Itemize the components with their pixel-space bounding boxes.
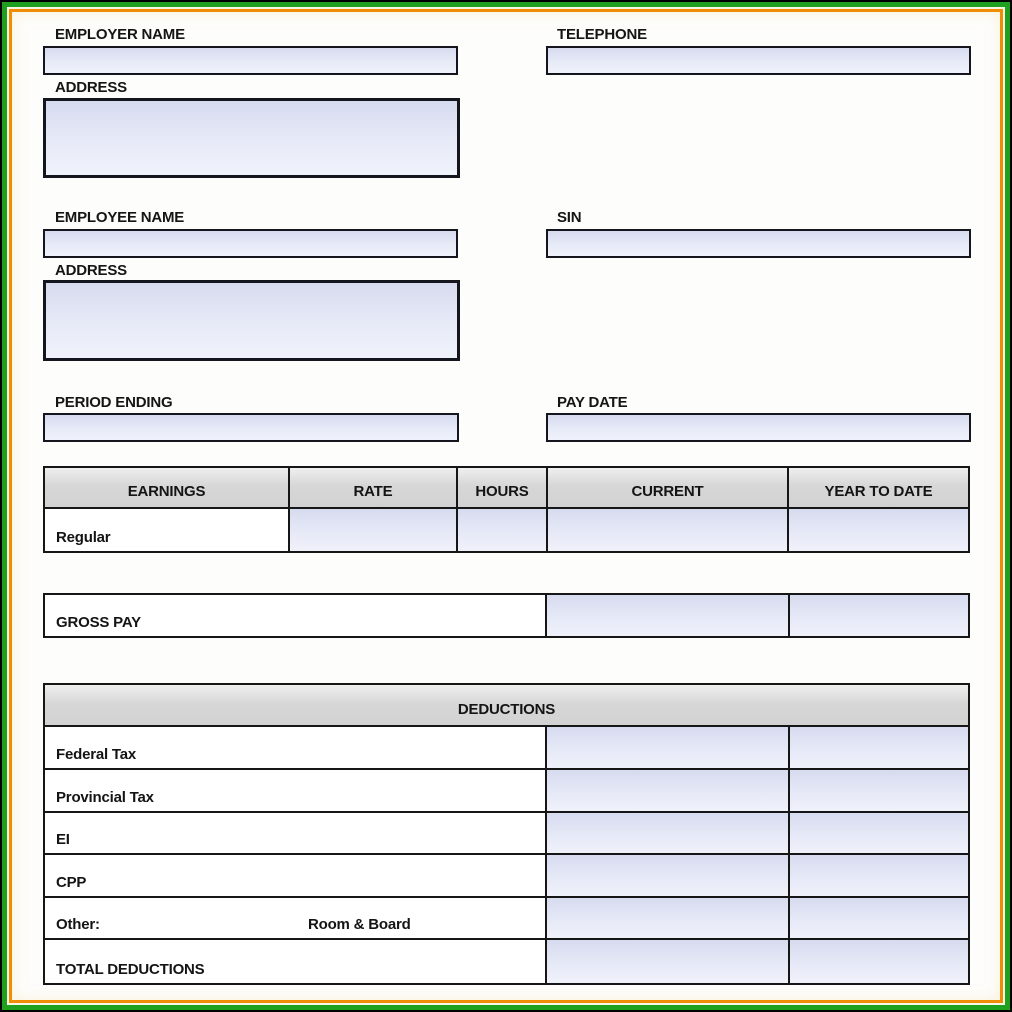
employer-name-input[interactable] bbox=[43, 46, 458, 75]
employer-address-label: ADDRESS bbox=[55, 79, 127, 96]
deduction-ei-current-cell[interactable] bbox=[547, 813, 790, 853]
deduction-ei-ytd-cell[interactable] bbox=[790, 813, 968, 853]
deduction-other-note: Room & Board bbox=[308, 916, 411, 933]
total-deductions-current-cell[interactable] bbox=[547, 940, 790, 983]
deduction-other-label bbox=[45, 898, 547, 938]
earnings-row-regular-rate-cell[interactable] bbox=[290, 509, 458, 551]
employee-address-label: ADDRESS bbox=[55, 262, 127, 279]
earnings-row-regular-current-cell[interactable] bbox=[548, 509, 789, 551]
period-ending-label: PERIOD ENDING bbox=[55, 394, 173, 411]
deduction-row-ei bbox=[45, 811, 968, 853]
gross-pay-ytd-cell[interactable] bbox=[790, 595, 968, 636]
earnings-header-earnings: EARNINGS bbox=[45, 468, 290, 509]
telephone-input[interactable] bbox=[546, 46, 971, 75]
deduction-row-cpp bbox=[45, 853, 968, 896]
deduction-ei-label: EI bbox=[45, 813, 547, 853]
gross-pay-label: GROSS PAY bbox=[45, 595, 547, 636]
telephone-label: TELEPHONE bbox=[557, 26, 647, 43]
earnings-header-rate: RATE bbox=[290, 468, 458, 509]
deduction-provincial-tax-ytd-cell[interactable] bbox=[790, 770, 968, 811]
employee-name-label: EMPLOYEE NAME bbox=[55, 209, 185, 226]
deduction-row-total bbox=[45, 938, 968, 983]
total-deductions-ytd-cell[interactable] bbox=[790, 940, 968, 983]
earnings-row-regular-ytd-cell[interactable] bbox=[789, 509, 968, 551]
earnings-table bbox=[43, 466, 970, 553]
deduction-federal-tax-current-cell[interactable] bbox=[547, 727, 790, 768]
deduction-other-label-text: Other: bbox=[56, 916, 100, 933]
gross-pay-current-cell[interactable] bbox=[547, 595, 790, 636]
deduction-other-ytd-cell[interactable] bbox=[790, 898, 968, 938]
pay-date-input[interactable] bbox=[546, 413, 971, 442]
earnings-header-current: CURRENT bbox=[548, 468, 789, 509]
earnings-header-year-to-date: YEAR TO DATE bbox=[789, 468, 968, 509]
deduction-cpp-current-cell[interactable] bbox=[547, 855, 790, 896]
deduction-federal-tax-label: Federal Tax bbox=[45, 727, 547, 768]
deduction-other-current-cell[interactable] bbox=[547, 898, 790, 938]
earnings-header-hours: HOURS bbox=[458, 468, 548, 509]
deductions-title: DEDUCTIONS bbox=[45, 685, 968, 725]
sin-input[interactable] bbox=[546, 229, 971, 258]
deduction-row-other bbox=[45, 896, 968, 938]
deduction-cpp-ytd-cell[interactable] bbox=[790, 855, 968, 896]
earnings-row-regular-hours-cell[interactable] bbox=[458, 509, 548, 551]
deductions-table bbox=[43, 683, 970, 985]
deduction-row-provincial-tax bbox=[45, 768, 968, 811]
sin-label: SIN bbox=[557, 209, 582, 226]
pay-date-label: PAY DATE bbox=[557, 394, 628, 411]
total-deductions-label: TOTAL DEDUCTIONS bbox=[45, 940, 547, 983]
deduction-cpp-label: CPP bbox=[45, 855, 547, 896]
employee-address-input[interactable] bbox=[43, 280, 460, 361]
deduction-row-federal-tax bbox=[45, 725, 968, 768]
earnings-row-regular-label: Regular bbox=[45, 509, 290, 551]
gross-pay-row bbox=[43, 593, 970, 638]
employer-name-label: EMPLOYER NAME bbox=[55, 26, 185, 43]
employer-address-input[interactable] bbox=[43, 98, 460, 178]
employee-name-input[interactable] bbox=[43, 229, 458, 258]
deduction-provincial-tax-label: Provincial Tax bbox=[45, 770, 547, 811]
deduction-provincial-tax-current-cell[interactable] bbox=[547, 770, 790, 811]
deduction-federal-tax-ytd-cell[interactable] bbox=[790, 727, 968, 768]
period-ending-input[interactable] bbox=[43, 413, 459, 442]
